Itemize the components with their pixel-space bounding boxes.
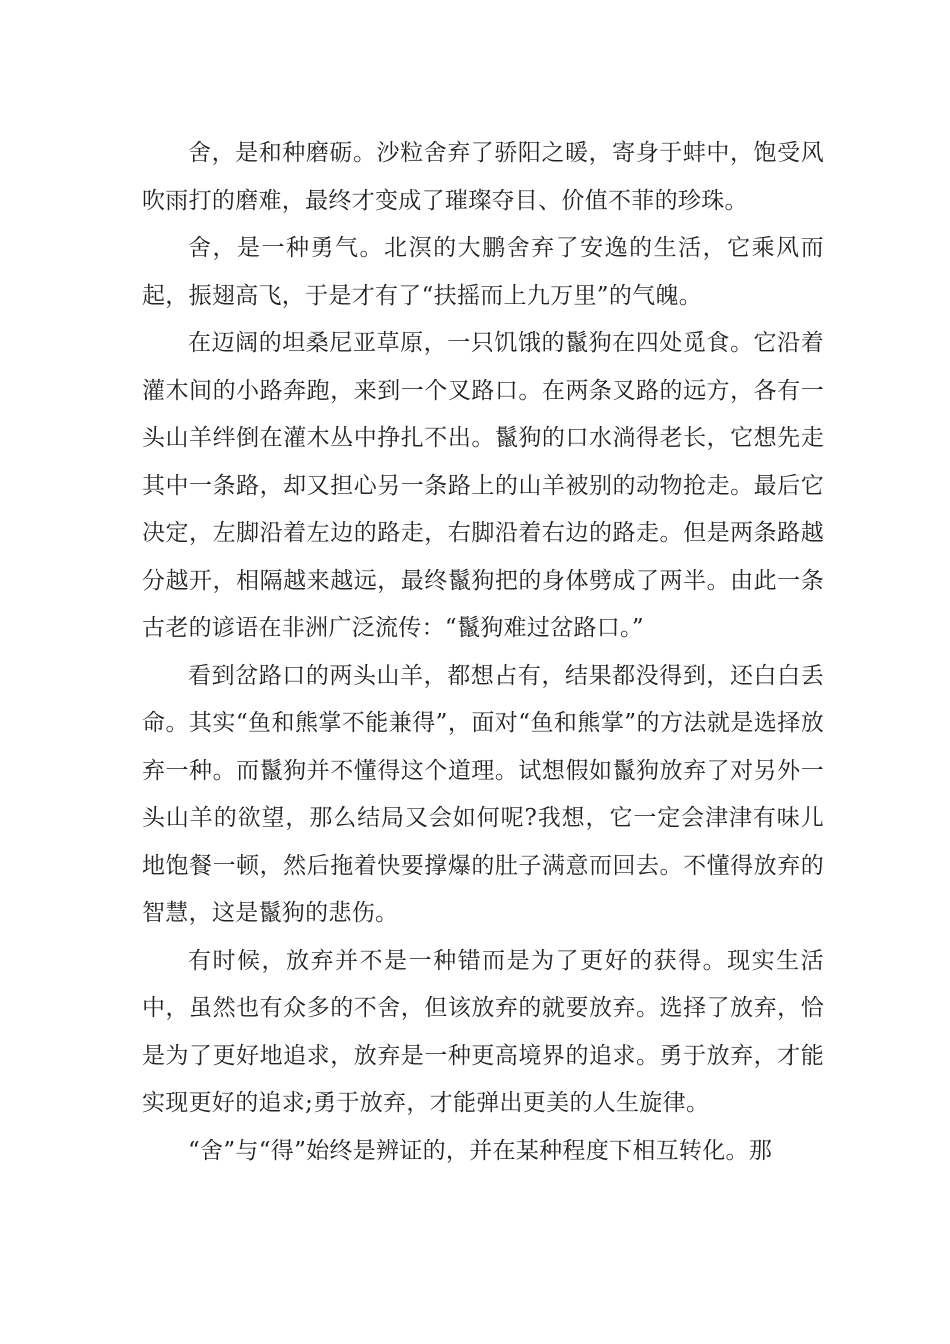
paragraph-6: “舍”与“得”始终是辨证的，并在某种程度下相互转化。那 [188,1137,773,1164]
paragraph-4: 看到岔路口的两头山羊，都想占有，结果都没得到，还白白丢命。其实“鱼和熊掌不能兼得”，面对“鱼和熊掌”的方法就是选择放弃一种。而鬣狗并不懂得这个道理。试想假如鬣狗放弃了对另外一头山羊的欲望，那么结局又会如何呢?我想，它一定会津津有味儿地饱餐一顿，然后拖着快要撑爆的肚子满意而回去。不懂得放弃的智慧，这是鬣狗的悲伤。 [142,662,824,926]
paragraph-5: 有时候，放弃并不是一种错而是为了更好的获得。现实生活中，虽然也有众多的不舍，但该放弃的就要放弃。选择了放弃，恰是为了更好地追求，放弃是一种更高境界的追求。勇于放弃，才能实现更好的追求;勇于放弃，才能弹出更美的人生旋律。 [142,947,824,1116]
paragraph-3: 在迈阔的坦桑尼亚草原，一只饥饿的鬣狗在四处觅食。它沿着灌木间的小路奔跑，来到一个叉路口。在两条叉路的远方，各有一头山羊绊倒在灌木丛中挣扎不出。鬣狗的口水淌得老长，它想先走其中一条路，却又担心另一条路上的山羊被别的动物抢走。最后它决定，左脚沿着左边的路走，右脚沿着右边的路走。但是两条路越分越开，相隔越来越远，最终鬣狗把的身体劈成了两半。由此一条古老的谚语在非洲广泛流传：“鬣狗难过岔路口。” [142,330,824,641]
document-body [142,130,824,1175]
paragraph-2: 舍，是一种勇气。北溟的大鹏舍弃了安逸的生活，它乘风而起，振翅高飞，于是才有了“扶摇而上九万里”的气魄。 [142,235,824,309]
paragraph-1: 舍，是和种磨砺。沙粒舍弃了骄阳之暖，寄身于蚌中，饱受风吹雨打的磨难，最终才变成了璀璨夺目、价值不菲的珍珠。 [142,140,824,214]
